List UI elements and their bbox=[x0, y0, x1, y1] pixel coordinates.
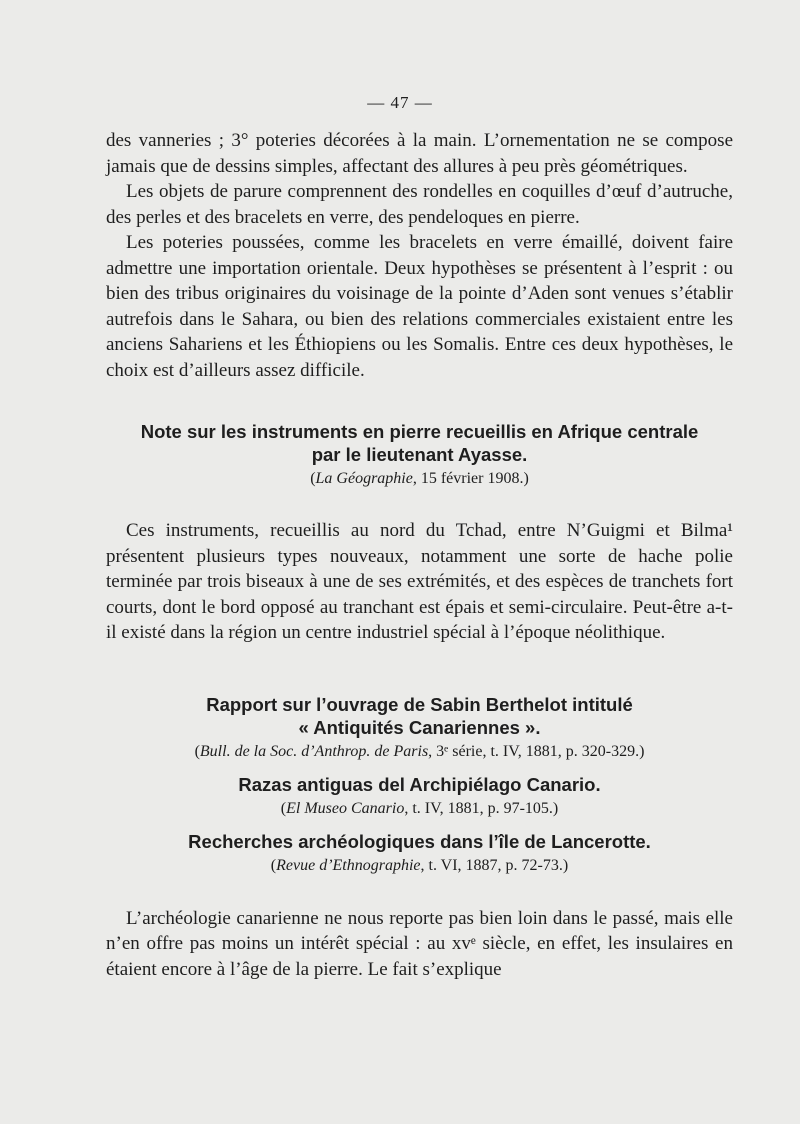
section-instruments-afrique bbox=[106, 420, 733, 490]
section-berthelot bbox=[106, 693, 733, 763]
section-title-continued: « Antiquités Canariennes ». bbox=[298, 716, 541, 738]
section-title-continued: par le lieutenant Ayasse. bbox=[311, 444, 528, 465]
paragraph-archeologie-canarienne: L’archéologie canarienne ne nous reporte pas bien loin dans le passé, mais elle n’en offre pas moins un intérêt spécial : au xvᵉ siècle, en effet, les insulaires en étaient encore à l’âge de la pierre. Le fait s’explique bbox=[106, 907, 733, 980]
section-title: Razas antiguas del Archipiélago Canario. bbox=[238, 773, 601, 795]
section-title: Recherches archéologiques dans l’île de Lancerotte. bbox=[188, 830, 651, 852]
citation-open: ( bbox=[270, 856, 277, 874]
section-citation bbox=[106, 468, 733, 490]
citation-source: Revue d’Ethnographie bbox=[276, 856, 421, 874]
section-citation bbox=[106, 741, 733, 763]
citation-source: El Museo Canario bbox=[286, 799, 405, 817]
paragraph-poteries: Les poteries poussées, comme les bracelets en verre émaillé, doivent faire admettre une importation orientale. Deux hypothèses se présentent à l’esprit : ou bien des tribus originaires du voisinage de la pointe d’Aden sont venues s’établir autrefois dans le Sahara, ou bien des relations commerciales existaient entre les anciens Sahariens et les Éthiopiens ou les Somalis. Entre ces deux hypothèses, le choix est d’ailleurs assez difficile. bbox=[106, 232, 733, 381]
citation-details: , 15 février 1908.) bbox=[412, 470, 529, 487]
section-citation bbox=[106, 798, 733, 820]
citation-details: , t. IV, 1881, p. 97-105.) bbox=[404, 799, 559, 817]
paragraph-vanneries: des vanneries ; 3° poteries décorées à la main. L’ornementation ne se compose jamais que de dessins simples, affectant des allures à peu près géométriques. bbox=[106, 130, 733, 177]
citation-open: ( bbox=[194, 742, 200, 760]
citation-source: La Géographie bbox=[315, 470, 413, 487]
paragraph-parure: Les objets de parure comprennent des rondelles en coquilles d’œuf d’autruche, des perles et des bracelets en verre, des pendeloques en pierre. bbox=[106, 181, 733, 228]
citation-source: Bull. de la Soc. d’Anthrop. de Paris bbox=[199, 742, 429, 760]
citation-details: , t. VI, 1887, p. 72-73.) bbox=[420, 856, 569, 874]
paragraph-instruments: Ces instruments, recueillis au nord du Tchad, entre N’Guigmi et Bilma¹ présentent plusieurs types nouveaux, notamment une sorte de hache polie terminée par trois biseaux à une de ses extrémités, et des espèces de tranchets fort courts, dont le bord opposé au tranchant est épais et semi-circulaire. Peut-être a-t-il existé dans la région un centre industriel spécial à l’époque néolithique. bbox=[106, 520, 733, 643]
page-number: — 47 — bbox=[367, 93, 433, 112]
citation-open: ( bbox=[280, 799, 287, 817]
section-title: Note sur les instruments en pierre recueillis en Afrique centrale bbox=[140, 421, 699, 442]
section-razas-antiguas bbox=[106, 773, 733, 820]
section-title: Rapport sur l’ouvrage de Sabin Berthelot intitulé bbox=[206, 693, 633, 715]
citation-details: , 3ᵉ série, t. IV, 1881, p. 320-329.) bbox=[428, 742, 645, 760]
section-citation bbox=[106, 855, 733, 877]
citation-open: ( bbox=[310, 470, 316, 487]
section-lancerotte bbox=[106, 830, 733, 877]
page-body bbox=[106, 128, 733, 982]
